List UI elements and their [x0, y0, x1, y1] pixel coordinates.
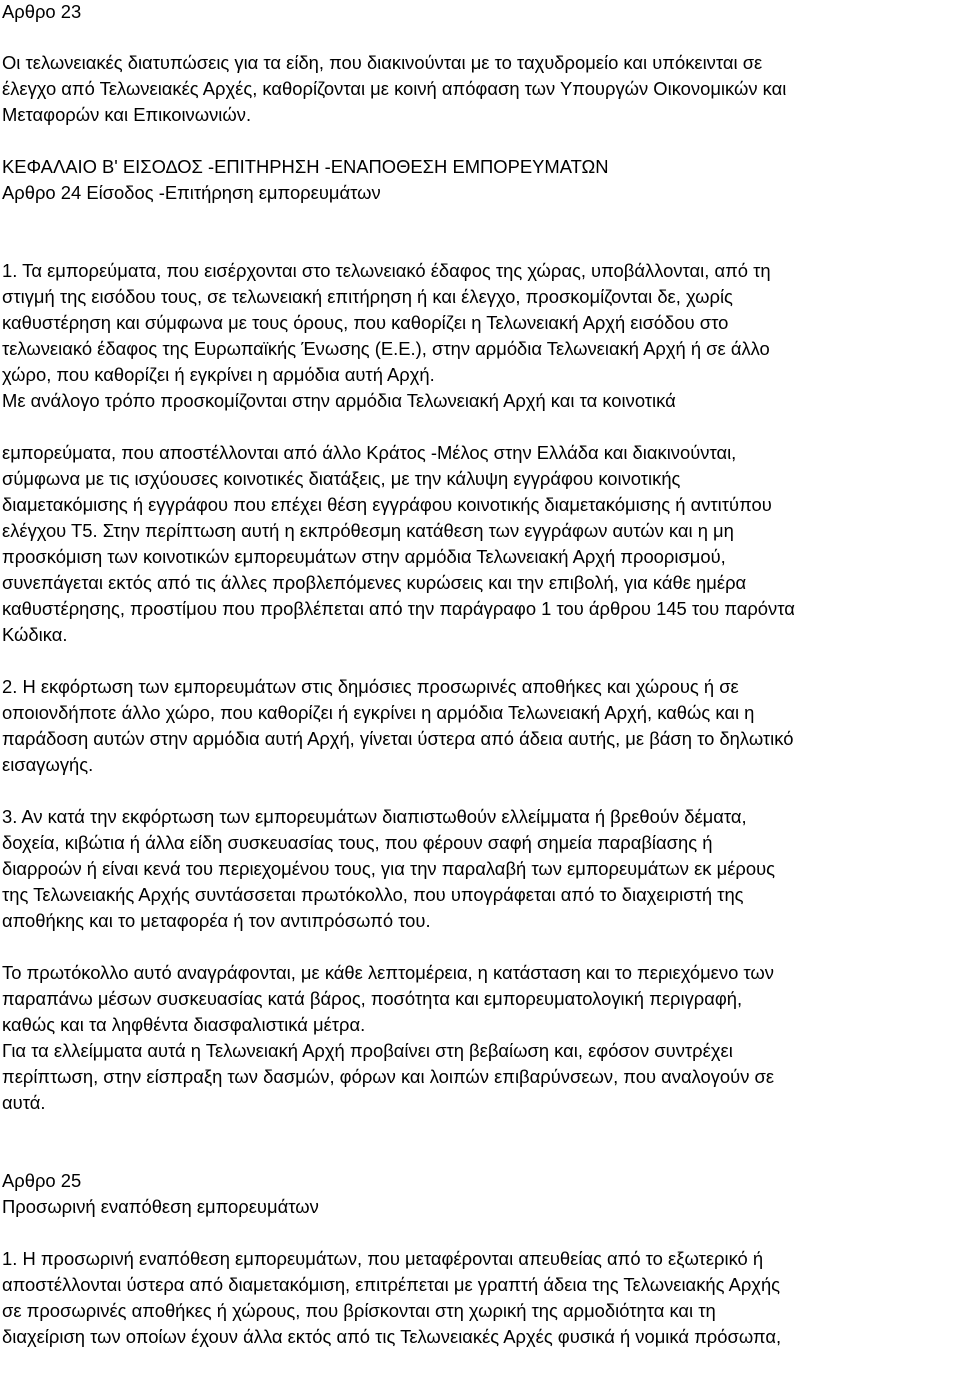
text-line: αποθήκης και το μεταφορέα ή τον αντιπρόσωπό του.: [2, 910, 431, 931]
text-line: Οι τελωνειακές διατυπώσεις για τα είδη, που διακινούνται με το ταχυδρομείο και υπόκεινται σε: [2, 52, 763, 73]
text-line: αυτά.: [2, 1092, 46, 1113]
text-line: καθώς και τα ληφθέντα διασφαλιστικά μέτρα.: [2, 1014, 366, 1035]
text-line: 1. Η προσωρινή εναπόθεση εμπορευμάτων, που μεταφέρονται απευθείας από το εξωτερικό ή: [2, 1248, 764, 1269]
text-line: προσκόμιση των κοινοτικών εμπορευμάτων στην αρμόδια Τελωνειακή Αρχή προορισμού,: [2, 546, 726, 567]
text-line: οποιονδήποτε άλλο χώρο, που καθορίζει ή εγκρίνει η αρμόδια Τελωνειακή Αρχή, καθώς και η: [2, 702, 755, 723]
text-line: διαμετακόμισης ή εγγράφου που επέχει θέση εγγράφου κοινοτικής διαμετακόμισης ή αντιτύπου: [2, 494, 772, 515]
chapter-title: ΚΕΦΑΛΑΙΟ Β' ΕΙΣΟ∆ΟΣ -ΕΠΙΤΗΡΗΣΗ -ΕΝΑΠΟΘΕΣΗ ΕΜΠΟΡΕΥΜΑΤΩΝ: [2, 156, 609, 177]
text-line: εμπορεύματα, που αποστέλλονται από άλλο Κράτος -Μέλος στην Ελλάδα και διακινούνται,: [2, 442, 737, 463]
text-line: αποστέλλονται ύστερα από διαμετακόμιση, επιτρέπεται με γραπτή άδεια της Τελωνειακής Αρχής: [2, 1274, 781, 1295]
text-line: στιγμή της εισόδου τους, σε τελωνειακή επιτήρηση ή και έλεγχο, προσκομίζονται δε, χωρίς: [2, 286, 733, 307]
text-line: διαρροών ή είναι κενά του περιεχομένου τους, για την παραλαβή των εμπορευμάτων εκ μέρους: [2, 858, 775, 879]
article-25-heading: Αρθρο 25: [2, 1170, 82, 1191]
text-line: τελωνειακό έδαφος της Ευρωπαϊκής Ένωσης (Ε.Ε.), στην αρμόδια Τελωνειακή Αρχή ή σε άλλο: [2, 338, 770, 359]
article-23-heading: Αρθρο 23: [2, 1, 82, 22]
text-line: σε προσωρινές αποθήκες ή χώρους, που βρίσκονται στη χωρική της αρμοδιότητα και τη: [2, 1300, 716, 1321]
text-line: Για τα ελλείμματα αυτά η Τελωνειακή Αρχή προβαίνει στη βεβαίωση και, εφόσον συντρέχει: [2, 1040, 733, 1061]
text-line: παραπάνω μέσων συσκευασίας κατά βάρος, ποσότητα και εμπορευματολογική περιγραφή,: [2, 988, 743, 1009]
text-line: διαχείριση των οποίων έχουν άλλα εκτός από τις Τελωνειακές Αρχές φυσικά ή νομικά πρόσωπα,: [2, 1326, 782, 1347]
text-line: Το πρωτόκολλο αυτό αναγράφονται, με κάθε λεπτομέρεια, η κατάσταση και το περιεχόμενο των: [2, 962, 774, 983]
article-24-heading: Αρθρο 24 Είσοδος -Επιτήρηση εμπορευμάτων: [2, 182, 381, 203]
text-line: ελέγχου Τ5. Στην περίπτωση αυτή η εκπρόθεσμη κατάθεση των εγγράφων αυτών και η μη: [2, 520, 734, 541]
text-line: 2. Η εκφόρτωση των εμπορευμάτων στις δημόσιες προσωρινές αποθήκες και χώρους ή σε: [2, 676, 739, 697]
text-line: 1. Τα εμπορεύματα, που εισέρχονται στο τελωνειακό έδαφος της χώρας, υποβάλλονται, από τη: [2, 260, 771, 281]
text-line: καθυστέρηση και σύμφωνα με τους όρους, που καθορίζει η Τελωνειακή Αρχή εισόδου στο: [2, 312, 729, 333]
text-line: συνεπάγεται εκτός από τις άλλες προβλεπόμενες κυρώσεις και την επιβολή, για κάθε ημέρα: [2, 572, 747, 593]
text-line: χώρο, που καθορίζει ή εγκρίνει η αρμόδια αυτή Αρχή.: [2, 364, 435, 385]
text-line: παράδοση αυτών στην αρμόδια αυτή Αρχή, γίνεται ύστερα από άδεια αυτής, με βάση το δηλωτικό: [2, 728, 794, 749]
text-line: της Τελωνειακής Αρχής συντάσσεται πρωτόκολλο, που υπογράφεται από το διαχειριστή της: [2, 884, 744, 905]
article-25-subheading: Προσωρινή εναπόθεση εμπορευμάτων: [2, 1196, 319, 1217]
text-line: σύμφωνα με τις ισχύουσες κοινοτικές διατάξεις, με την κάλυψη εγγράφου κοινοτικής: [2, 468, 681, 489]
text-line: καθυστέρησης, προστίμου που προβλέπεται από την παράγραφο 1 του άρθρου 145 του παρόντα: [2, 598, 795, 619]
text-line: δοχεία, κιβώτια ή άλλα είδη συσκευασίας τους, που φέρουν σαφή σημεία παραβίασης ή: [2, 832, 713, 853]
text-line: Με ανάλογο τρόπο προσκομίζονται στην αρμόδια Τελωνειακή Αρχή και τα κοινοτικά: [2, 390, 676, 411]
text-line: περίπτωση, στην είσπραξη των δασμών, φόρων και λοιπών επιβαρύνσεων, που αναλογούν σε: [2, 1066, 775, 1087]
text-line: Κώδικα.: [2, 624, 68, 645]
text-line: 3. Αν κατά την εκφόρτωση των εμπορευμάτων διαπιστωθούν ελλείμματα ή βρεθούν δέματα,: [2, 806, 747, 827]
text-line: έλεγχο από Τελωνειακές Αρχές, καθορίζονται με κοινή απόφαση των Υπουργών Οικονομικών και: [2, 78, 787, 99]
text-line: εισαγωγής.: [2, 754, 94, 775]
text-line: Μεταφορών και Επικοινωνιών.: [2, 104, 252, 125]
